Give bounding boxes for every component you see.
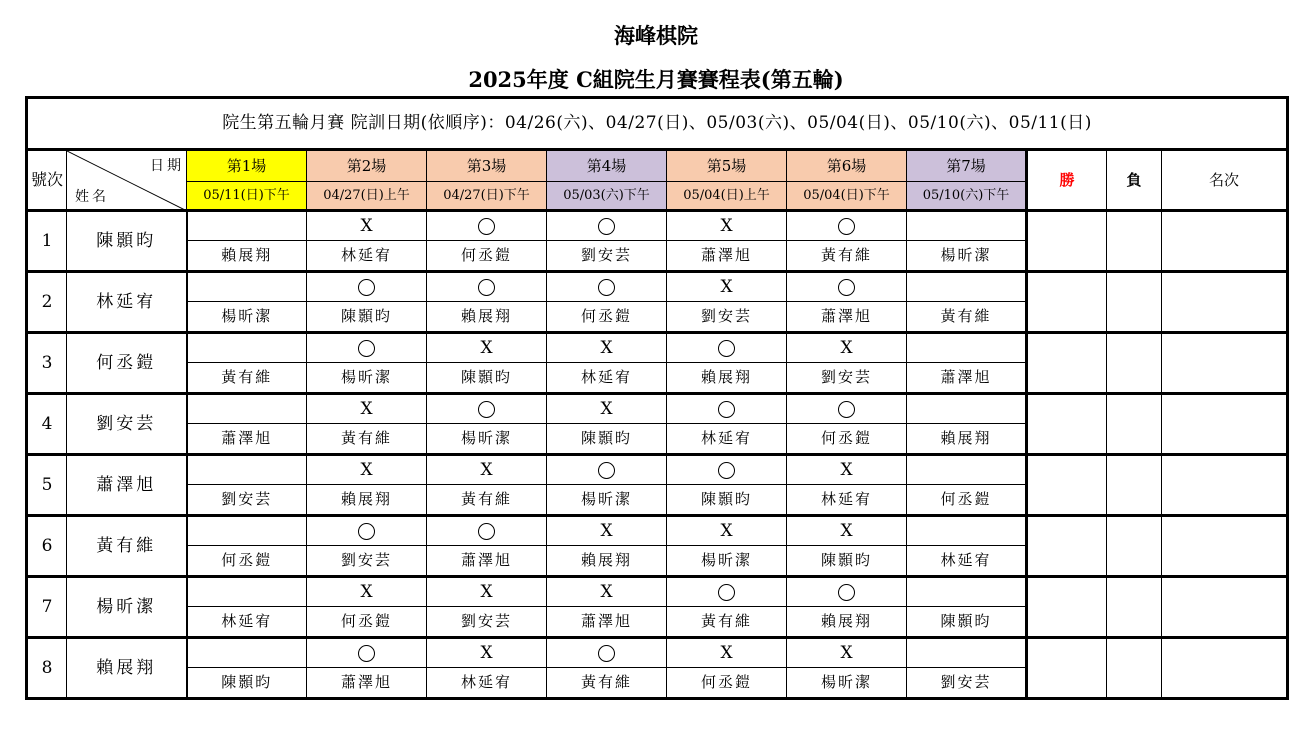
result-cell <box>307 516 427 546</box>
rank-cell <box>1162 394 1288 455</box>
opponent-cell: 黃有維 <box>187 363 307 394</box>
opponent-cell: 林延宥 <box>187 607 307 638</box>
loss-header: 負 <box>1107 150 1162 211</box>
win-cell <box>1027 516 1107 577</box>
player-name: 何丞鎧 <box>67 333 187 394</box>
player-result-row <box>27 211 1288 241</box>
opponent-cell: 蕭澤旭 <box>427 546 547 577</box>
opponent-cell: 何丞鎧 <box>307 607 427 638</box>
win-circle-icon <box>718 340 735 357</box>
opponent-cell: 楊昕潔 <box>547 485 667 516</box>
result-cell: X <box>667 211 787 241</box>
corner-date-label: 日期 <box>150 158 184 174</box>
rank-cell <box>1162 272 1288 333</box>
opponent-cell: 黃有維 <box>667 607 787 638</box>
round-date-5: 05/04(日)上午 <box>667 182 787 211</box>
win-circle-icon <box>838 401 855 418</box>
opponent-cell: 林延宥 <box>427 668 547 699</box>
opponent-cell: 劉安芸 <box>907 668 1027 699</box>
result-cell <box>187 516 307 546</box>
round-header-4: 第4場 <box>547 150 667 182</box>
win-cell <box>1027 211 1107 272</box>
result-cell <box>187 638 307 668</box>
player-name: 蕭澤旭 <box>67 455 187 516</box>
round-date-7: 05/10(六)下午 <box>907 182 1027 211</box>
result-cell <box>547 638 667 668</box>
loss-cell <box>1107 333 1162 394</box>
opponent-cell: 蕭澤旭 <box>187 424 307 455</box>
win-circle-icon <box>358 645 375 662</box>
opponent-cell: 何丞鎧 <box>667 668 787 699</box>
rank-cell <box>1162 455 1288 516</box>
win-circle-icon <box>478 523 495 540</box>
result-cell: X <box>307 455 427 485</box>
opponent-cell: 何丞鎧 <box>547 302 667 333</box>
loss-cell <box>1107 577 1162 638</box>
win-circle-icon <box>838 279 855 296</box>
round-date-2: 04/27(日)上午 <box>307 182 427 211</box>
player-result-row <box>27 455 1288 485</box>
opponent-cell: 陳顥昀 <box>307 302 427 333</box>
opponent-cell: 賴展翔 <box>307 485 427 516</box>
round-date-3: 04/27(日)下午 <box>427 182 547 211</box>
round-header-2: 第2場 <box>307 150 427 182</box>
loss-cell <box>1107 211 1162 272</box>
round-date-1: 05/11(日)下午 <box>187 182 307 211</box>
result-cell: X <box>307 394 427 424</box>
opponent-cell: 林延宥 <box>667 424 787 455</box>
result-cell <box>907 272 1027 302</box>
result-cell: X <box>787 333 907 363</box>
win-circle-icon <box>478 279 495 296</box>
opponent-cell: 林延宥 <box>307 241 427 272</box>
loss-cell <box>1107 516 1162 577</box>
win-circle-icon <box>718 401 735 418</box>
result-cell <box>547 211 667 241</box>
win-cell <box>1027 272 1107 333</box>
opponent-cell: 楊昕潔 <box>907 241 1027 272</box>
org-title: 海峰棋院 <box>614 23 698 48</box>
round-header-5: 第5場 <box>667 150 787 182</box>
win-cell <box>1027 394 1107 455</box>
result-cell <box>187 577 307 607</box>
win-circle-icon <box>598 218 615 235</box>
result-cell <box>907 638 1027 668</box>
opponent-cell: 何丞鎧 <box>787 424 907 455</box>
result-cell: X <box>547 333 667 363</box>
opponent-cell: 何丞鎧 <box>427 241 547 272</box>
opponent-cell: 劉安芸 <box>547 241 667 272</box>
opponent-cell: 賴展翔 <box>907 424 1027 455</box>
player-name: 黃有維 <box>67 516 187 577</box>
result-cell <box>907 333 1027 363</box>
result-cell <box>187 333 307 363</box>
result-cell: X <box>667 638 787 668</box>
result-cell <box>187 394 307 424</box>
result-cell <box>907 394 1027 424</box>
opponent-cell: 劉安芸 <box>787 363 907 394</box>
result-cell <box>547 272 667 302</box>
player-result-row <box>27 577 1288 607</box>
opponent-cell: 賴展翔 <box>667 363 787 394</box>
name-date-corner <box>67 150 187 211</box>
win-circle-icon <box>598 645 615 662</box>
result-cell <box>787 272 907 302</box>
info-row: 院生第五輪月賽 院訓日期(依順序)：04/26(六)、04/27(日)、05/03(六)、05/04(日)、05/10(六)、05/11(日) <box>27 98 1288 150</box>
result-cell <box>427 211 547 241</box>
opponent-cell: 黃有維 <box>787 241 907 272</box>
round-date-6: 05/04(日)下午 <box>787 182 907 211</box>
win-circle-icon <box>478 401 495 418</box>
result-cell: X <box>667 272 787 302</box>
player-result-row <box>27 272 1288 302</box>
win-circle-icon <box>358 523 375 540</box>
opponent-cell: 楊昕潔 <box>307 363 427 394</box>
round-header-7: 第7場 <box>907 150 1027 182</box>
player-number: 8 <box>27 638 67 699</box>
result-cell: X <box>427 638 547 668</box>
opponent-cell: 陳顥昀 <box>667 485 787 516</box>
opponent-cell: 劉安芸 <box>187 485 307 516</box>
opponent-cell: 陳顥昀 <box>547 424 667 455</box>
result-cell <box>907 516 1027 546</box>
result-cell <box>427 394 547 424</box>
win-circle-icon <box>598 462 615 479</box>
result-cell: X <box>547 394 667 424</box>
schedule-table <box>25 96 1289 700</box>
player-number: 2 <box>27 272 67 333</box>
rank-cell <box>1162 577 1288 638</box>
result-cell: X <box>547 577 667 607</box>
player-number: 5 <box>27 455 67 516</box>
page-title: 2025年度 C組院生月賽賽程表(第五輪) <box>468 67 844 92</box>
round-date-4: 05/03(六)下午 <box>547 182 667 211</box>
opponent-cell: 劉安芸 <box>307 546 427 577</box>
win-header: 勝 <box>1027 150 1107 211</box>
opponent-cell: 楊昕潔 <box>787 668 907 699</box>
win-circle-icon <box>838 584 855 601</box>
result-cell: X <box>787 638 907 668</box>
opponent-cell: 陳顥昀 <box>787 546 907 577</box>
opponent-cell: 陳顥昀 <box>427 363 547 394</box>
opponent-cell: 黃有維 <box>907 302 1027 333</box>
result-cell <box>907 577 1027 607</box>
rank-header: 名次 <box>1162 150 1288 211</box>
win-circle-icon <box>598 279 615 296</box>
loss-cell <box>1107 638 1162 699</box>
result-cell <box>907 455 1027 485</box>
opponent-cell: 蕭澤旭 <box>907 363 1027 394</box>
opponent-cell: 蕭澤旭 <box>787 302 907 333</box>
round-header-6: 第6場 <box>787 150 907 182</box>
opponent-cell: 蕭澤旭 <box>307 668 427 699</box>
player-name: 賴展翔 <box>67 638 187 699</box>
result-cell <box>307 638 427 668</box>
loss-cell <box>1107 272 1162 333</box>
opponent-cell: 楊昕潔 <box>667 546 787 577</box>
result-cell <box>307 333 427 363</box>
result-cell <box>667 333 787 363</box>
result-cell: X <box>307 211 427 241</box>
player-number: 1 <box>27 211 67 272</box>
opponent-cell: 林延宥 <box>907 546 1027 577</box>
result-cell: X <box>307 577 427 607</box>
result-cell <box>787 394 907 424</box>
result-cell: X <box>787 455 907 485</box>
player-number: 6 <box>27 516 67 577</box>
result-cell <box>667 577 787 607</box>
player-result-row <box>27 638 1288 668</box>
result-cell <box>667 455 787 485</box>
result-cell: X <box>427 577 547 607</box>
win-cell <box>1027 455 1107 516</box>
rank-cell <box>1162 333 1288 394</box>
win-circle-icon <box>358 340 375 357</box>
win-circle-icon <box>358 279 375 296</box>
opponent-cell: 賴展翔 <box>187 241 307 272</box>
rank-cell <box>1162 211 1288 272</box>
opponent-cell: 陳顥昀 <box>907 607 1027 638</box>
result-cell <box>907 211 1027 241</box>
player-result-row <box>27 333 1288 363</box>
player-name: 陳顥昀 <box>67 211 187 272</box>
player-number: 3 <box>27 333 67 394</box>
round-header-3: 第3場 <box>427 150 547 182</box>
loss-cell <box>1107 455 1162 516</box>
result-cell <box>307 272 427 302</box>
win-circle-icon <box>838 218 855 235</box>
player-name: 林延宥 <box>67 272 187 333</box>
player-result-row <box>27 516 1288 546</box>
win-circle-icon <box>718 584 735 601</box>
opponent-cell: 林延宥 <box>787 485 907 516</box>
win-circle-icon <box>478 218 495 235</box>
opponent-cell: 黃有維 <box>307 424 427 455</box>
loss-cell <box>1107 394 1162 455</box>
result-cell <box>187 211 307 241</box>
opponent-cell: 蕭澤旭 <box>667 241 787 272</box>
opponent-cell: 蕭澤旭 <box>547 607 667 638</box>
result-cell: X <box>427 455 547 485</box>
round-header-1: 第1場 <box>187 150 307 182</box>
result-cell <box>187 272 307 302</box>
result-cell <box>787 577 907 607</box>
rank-cell <box>1162 638 1288 699</box>
opponent-cell: 黃有維 <box>547 668 667 699</box>
opponent-cell: 何丞鎧 <box>187 546 307 577</box>
player-name: 劉安芸 <box>67 394 187 455</box>
player-number: 7 <box>27 577 67 638</box>
opponent-cell: 楊昕潔 <box>427 424 547 455</box>
no-header: 號次 <box>27 150 67 211</box>
rank-cell <box>1162 516 1288 577</box>
opponent-cell: 楊昕潔 <box>187 302 307 333</box>
result-cell <box>427 516 547 546</box>
opponent-cell: 何丞鎧 <box>907 485 1027 516</box>
opponent-cell: 陳顥昀 <box>187 668 307 699</box>
win-cell <box>1027 577 1107 638</box>
result-cell <box>787 211 907 241</box>
opponent-cell: 賴展翔 <box>427 302 547 333</box>
opponent-cell: 賴展翔 <box>787 607 907 638</box>
corner-name-label: 姓名 <box>75 189 109 205</box>
result-cell: X <box>547 516 667 546</box>
result-cell: X <box>427 333 547 363</box>
opponent-cell: 劉安芸 <box>427 607 547 638</box>
player-name: 楊昕潔 <box>67 577 187 638</box>
result-cell <box>187 455 307 485</box>
opponent-cell: 劉安芸 <box>667 302 787 333</box>
opponent-cell: 黃有維 <box>427 485 547 516</box>
player-number: 4 <box>27 394 67 455</box>
win-cell <box>1027 333 1107 394</box>
result-cell <box>547 455 667 485</box>
result-cell <box>667 394 787 424</box>
result-cell: X <box>667 516 787 546</box>
result-cell <box>427 272 547 302</box>
player-result-row <box>27 394 1288 424</box>
opponent-cell: 賴展翔 <box>547 546 667 577</box>
result-cell: X <box>787 516 907 546</box>
opponent-cell: 林延宥 <box>547 363 667 394</box>
win-cell <box>1027 638 1107 699</box>
win-circle-icon <box>718 462 735 479</box>
